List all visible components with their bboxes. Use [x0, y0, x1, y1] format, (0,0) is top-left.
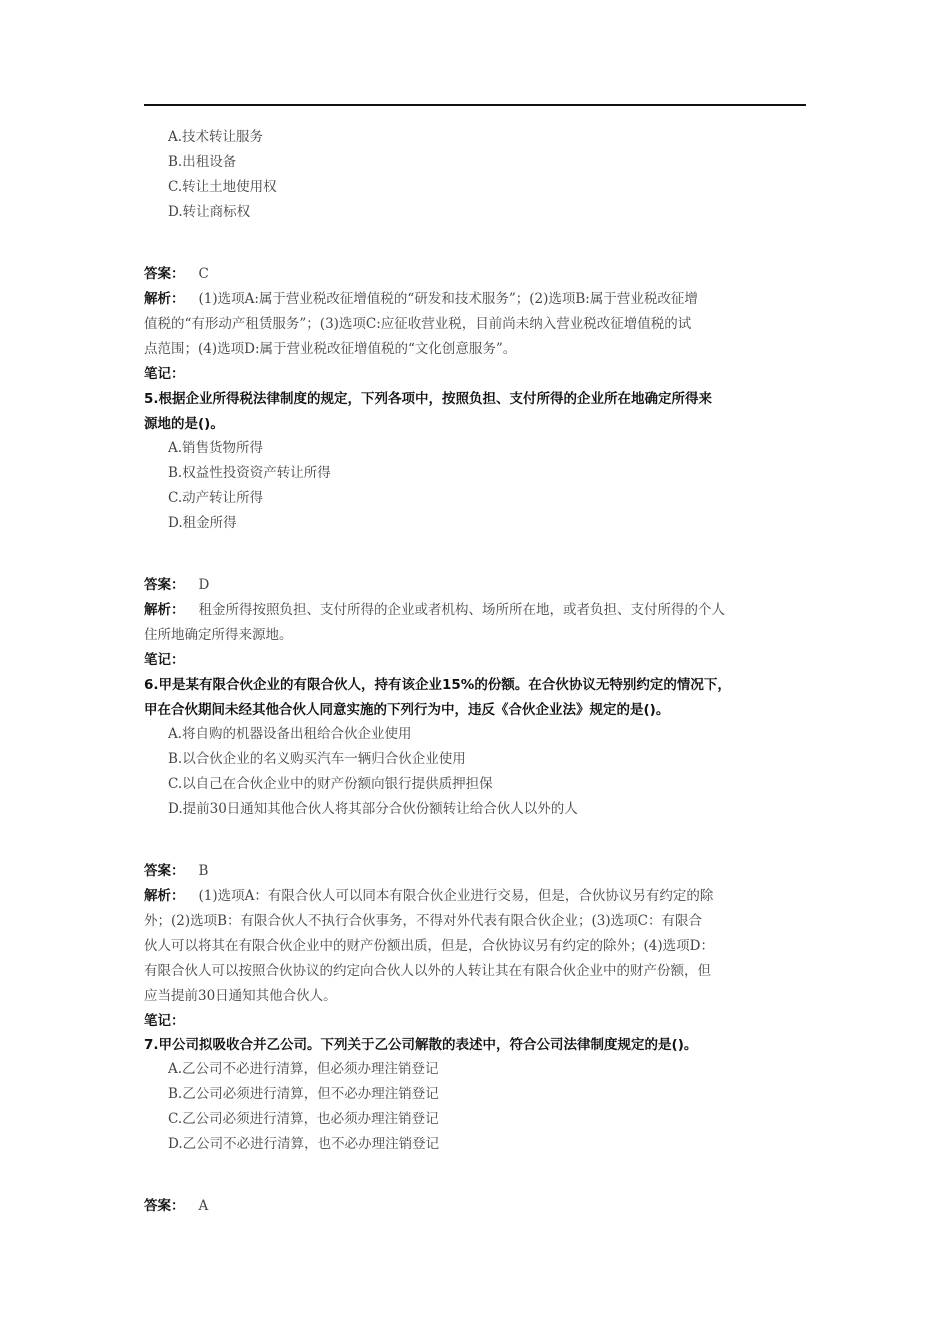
analysis-row	[144, 287, 698, 312]
option-b: B.以合伙企业的名义购买汽车一辆归合伙企业使用	[168, 751, 466, 767]
analysis-text: (1)选项A:属于营业税改征增值税的“研发和技术服务”；(2)选项B:属于营业税改征增	[198, 291, 698, 307]
option-b: B.乙公司必须进行清算，但不必办理注销登记	[168, 1086, 439, 1102]
analysis-label: 解析：	[144, 888, 185, 904]
option-d: D.提前30日通知其他合伙人将其部分合伙份额转让给合伙人以外的人	[168, 801, 578, 817]
answer-row	[144, 573, 209, 598]
answer-row	[144, 1194, 208, 1219]
notes-label: 笔记：	[144, 366, 185, 382]
option-c: C.动产转让所得	[168, 490, 264, 506]
question-text: 5.根据企业所得税法律制度的规定，下列各项中，按照负担、支付所得的企业所在地确定所得来	[144, 391, 713, 407]
analysis-text: 伙人可以将其在有限合伙企业中的财产份额出质，但是，合伙协议另有约定的除外；(4)选项D：	[144, 938, 714, 954]
answer-value: A	[198, 1198, 209, 1214]
option-b: B.权益性投资资产转让所得	[168, 465, 331, 481]
answer-value: C	[198, 266, 209, 282]
option-c: C.转让土地使用权	[168, 179, 277, 195]
question-text: 7.甲公司拟吸收合并乙公司。下列关于乙公司解散的表述中，符合公司法律制度规定的是()。	[144, 1037, 698, 1053]
question-text: 6.甲是某有限合伙企业的有限合伙人，持有该企业15%的份额。在合伙协议无特别约定的情况下，	[144, 677, 731, 693]
answer-value: D	[198, 577, 210, 593]
option-a: A.销售货物所得	[168, 440, 264, 456]
analysis-text: 租金所得按照负担、支付所得的企业或者机构、场所所在地，或者负担、支付所得的个人	[198, 602, 725, 618]
analysis-text: 外；(2)选项B：有限合伙人不执行合伙事务，不得对外代表有限合伙企业；(3)选项C：有限合	[144, 913, 702, 929]
analysis-text: 点范围；(4)选项D:属于营业税改征增值税的“文化创意服务”。	[144, 341, 517, 357]
analysis-row	[144, 884, 713, 909]
option-d: D.转让商标权	[168, 204, 251, 220]
option-a: A.技术转让服务	[168, 129, 264, 145]
option-d: D.乙公司不必进行清算，也不必办理注销登记	[168, 1136, 440, 1152]
answer-label: 答案：	[144, 863, 185, 879]
header-rule	[144, 104, 806, 106]
answer-row	[144, 859, 208, 884]
analysis-row	[144, 598, 725, 623]
option-c: C.以自己在合伙企业中的财产份额向银行提供质押担保	[168, 776, 493, 792]
answer-label: 答案：	[144, 266, 185, 282]
answer-value: B	[198, 863, 209, 879]
question-text: 甲在合伙期间未经其他合伙人同意实施的下列行为中，违反《合伙企业法》规定的是()。	[144, 702, 670, 718]
option-b: B.出租设备	[168, 154, 237, 170]
answer-label: 答案：	[144, 577, 185, 593]
option-a: A.乙公司不必进行清算，但必须办理注销登记	[168, 1061, 439, 1077]
option-c: C.乙公司必须进行清算，也必须办理注销登记	[168, 1111, 439, 1127]
answer-row	[144, 262, 209, 287]
analysis-label: 解析：	[144, 291, 185, 307]
option-a: A.将自购的机器设备出租给合伙企业使用	[168, 726, 412, 742]
question-text: 源地的是()。	[144, 416, 224, 432]
notes-label: 笔记：	[144, 1013, 185, 1029]
analysis-label: 解析：	[144, 602, 185, 618]
analysis-text: 应当提前30日通知其他合伙人。	[144, 988, 337, 1004]
option-d: D.租金所得	[168, 515, 237, 531]
analysis-text: 有限合伙人可以按照合伙协议的约定向合伙人以外的人转让其在有限合伙企业中的财产份额，但	[144, 963, 711, 979]
answer-label: 答案：	[144, 1198, 185, 1214]
analysis-text: (1)选项A：有限合伙人可以同本有限合伙企业进行交易，但是，合伙协议另有约定的除	[198, 888, 714, 904]
notes-label: 笔记：	[144, 652, 185, 668]
analysis-text: 住所地确定所得来源地。	[144, 627, 293, 643]
analysis-text: 值税的“有形动产租赁服务”；(3)选项C:应征收营业税，目前尚未纳入营业税改征增值税的试	[144, 316, 692, 332]
